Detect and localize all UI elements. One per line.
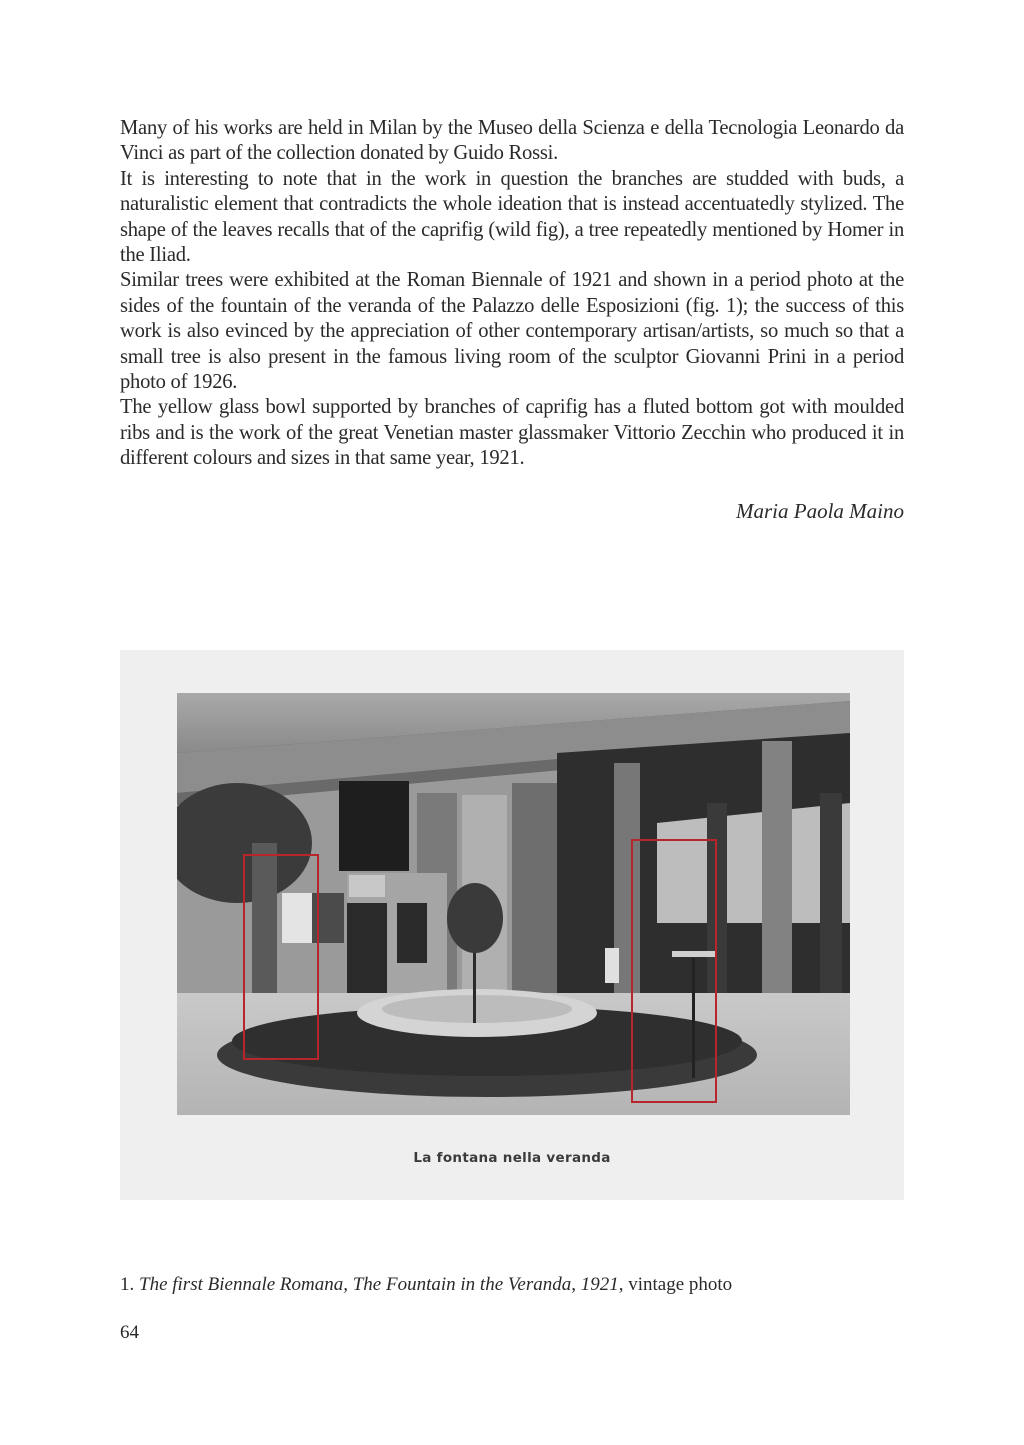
figure-title: The first Biennale Romana, The Fountain in the Veranda, 1921 — [139, 1274, 619, 1295]
figure-caption — [120, 1274, 732, 1296]
vintage-photo — [177, 693, 850, 1115]
paragraph-4: The yellow glass bowl supported by branches of caprifig has a fluted bottom got with moulded ribs and is the work of the great Venetian master glassmaker Vittorio Zecchin who produced it in different colours and sizes in that same year, 1921. — [120, 396, 904, 470]
body-text — [120, 116, 904, 472]
paragraph-3: Similar trees were exhibited at the Roman Biennale of 1921 and shown in a period photo at the sides of the fountain of the veranda of the Palazzo delle Esposizioni (fig. 1); the success of this work is also evinced by the appreciation of other contemporary artisan/artists, so much so that a small tree is also present in the famous living room of the sculptor Giovanni Prini in a period photo of 1926. — [120, 269, 904, 394]
paragraph-2: It is interesting to note that in the work in question the branches are studded with buds, a naturalistic element that contradicts the whole ideation that is instead accentuatedly stylized. The shape of the leaves recalls that of the caprifig (wild fig), a tree repeatedly mentioned by Homer in the Iliad. — [120, 167, 904, 267]
page-number: 64 — [120, 1322, 139, 1343]
author-signature: Maria Paola Maino — [736, 499, 904, 523]
paragraph-1: Many of his works are held in Milan by the Museo della Scienza e della Tecnologia Leonardo da Vinci as part of the collection donated by Guido Rossi. — [120, 117, 904, 165]
figure-panel — [120, 650, 904, 1200]
figure-number: 1. — [120, 1274, 135, 1295]
figure-caption-suffix: , vintage photo — [618, 1274, 733, 1295]
photo-caption: La fontana nella veranda — [413, 1150, 611, 1166]
statue — [605, 948, 619, 983]
column-2 — [762, 741, 792, 1011]
highlight-box-left — [243, 854, 319, 1060]
dark-window — [339, 781, 409, 871]
highlight-box-right — [631, 839, 717, 1103]
center-tree — [447, 883, 503, 953]
